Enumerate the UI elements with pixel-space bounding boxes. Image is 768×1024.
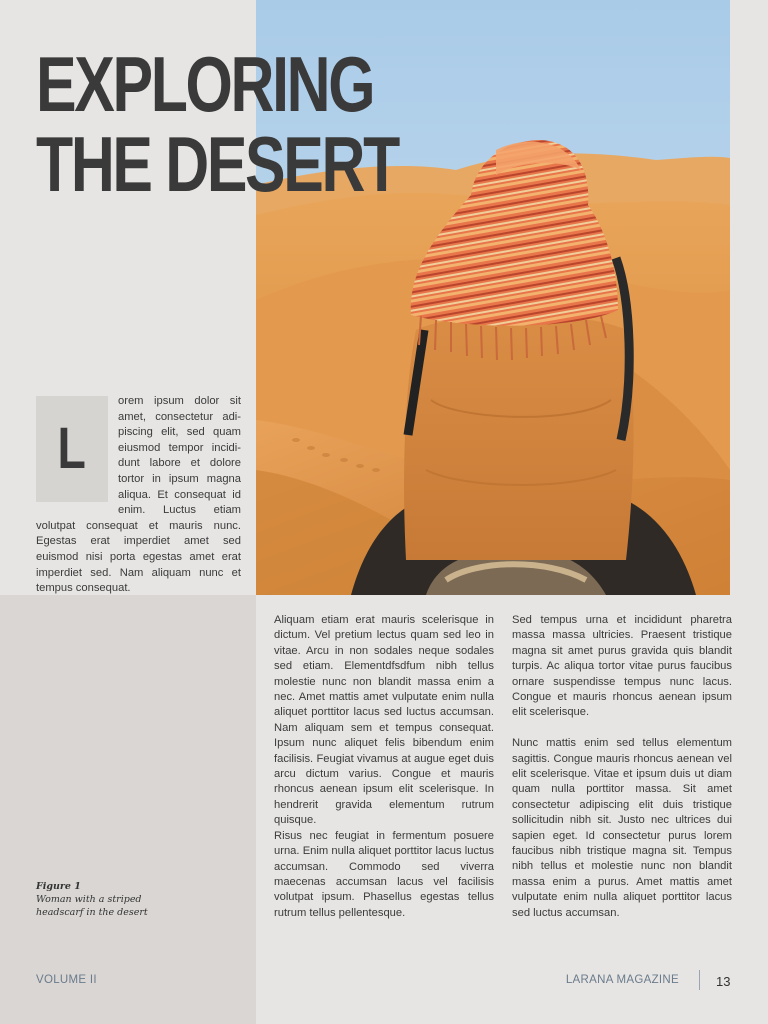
- footer-magazine-name: LARANA MAGAZINE: [565, 974, 679, 986]
- body-paragraph: Nunc mattis enim sed tellus elementum sagittis. Congue mauris rhoncus aenean vel elit scelerisque. Vitae et ipsum duis ut diam quam nulla porttitor massa. Sit amet consectetur adipiscing elit duis tristique sollicitudin nibh sit. Justo nec ultrices dui sapien eget. Id consectetur purus lorem faucibus nibh tristique magna sit. Tempus nibh tellus et molestie nunc non blandit massa enim a purus. Amet mattis amet vulputate enim nulla aliquet porttitor lacus sed luctus accumsan.: [512, 737, 732, 919]
- intro-text: orem ipsum dolor sit amet, consectetur adi-piscing elit, sed quam eiusmod tempor incidi-dunt labore et dolore tortor in ipsum magna aliqua. Et consequat id enim. Luctus etiam volutpat consequat et mauris nunc. Egestas erat imperdiet amet sed euismod nisi porta egestas amet erat imperdiet sed. Nam aliquam nunc et tempus consequat.: [36, 395, 241, 595]
- figure-caption: [36, 880, 186, 919]
- article-title-line-1: EXPLORING: [36, 40, 374, 128]
- body-column-1: [274, 613, 494, 921]
- footer-divider: [699, 970, 700, 990]
- intro-paragraph: [36, 394, 241, 597]
- drop-cap-letter: L: [57, 416, 87, 481]
- page-number: 13: [716, 974, 731, 989]
- article-title: [36, 40, 398, 208]
- drop-cap: [36, 396, 108, 502]
- body-paragraph: Sed tempus urna et incididunt pharetra massa massa ultricies. Praesent tristique magna sit amet purus gravida quis blandit turpis. Ac aliqua tortor vitae purus faucibus ornare suspendisse tempus nunc lacus. Congue et mauris rhoncus aenean ipsum elit scelerisque.: [512, 614, 732, 719]
- article-title-line-2: THE DESERT: [36, 120, 398, 208]
- body-paragraph: Aliquam etiam erat mauris scelerisque in dictum. Vel pretium lectus quam sed leo in vitae. Arcu in non sodales neque sodales sed etiam. Elementdfsdfum nibh tellus molestie nunc non blandit massa enim a nec. Amet mattis amet vulputate enim nulla aliquet porttitor lacus sed luctus accumsan. Nam aliquam sem et tempus consequat. Ipsum nunc aliquet felis bibendum enim facilisis. Feugiat vivamus at augue eget duis arcu dictum varius. Congue et mauris rhoncus aenean ipsum elit scelerisque. In hendrerit gravida elementum rutrum quisque.: [274, 614, 494, 827]
- left-panel-bottom: [0, 595, 256, 1024]
- right-margin-strip: [730, 0, 768, 595]
- footer-volume: VOLUME II: [36, 974, 97, 986]
- figure-caption-text: Woman with a striped headscarf in the desert: [36, 894, 148, 918]
- body-column-2: [512, 613, 732, 921]
- body-paragraph: Risus nec feugiat in fermentum posuere urna. Enim nulla aliquet porttitor lacus luctus accumsan. Commodo sed viverra maecenas accumsan lacus vel facilisis volutpat ipsum. Phasellus egestas tellus rutrum tellus pellentesque.: [274, 829, 494, 919]
- figure-label: Figure 1: [36, 881, 81, 892]
